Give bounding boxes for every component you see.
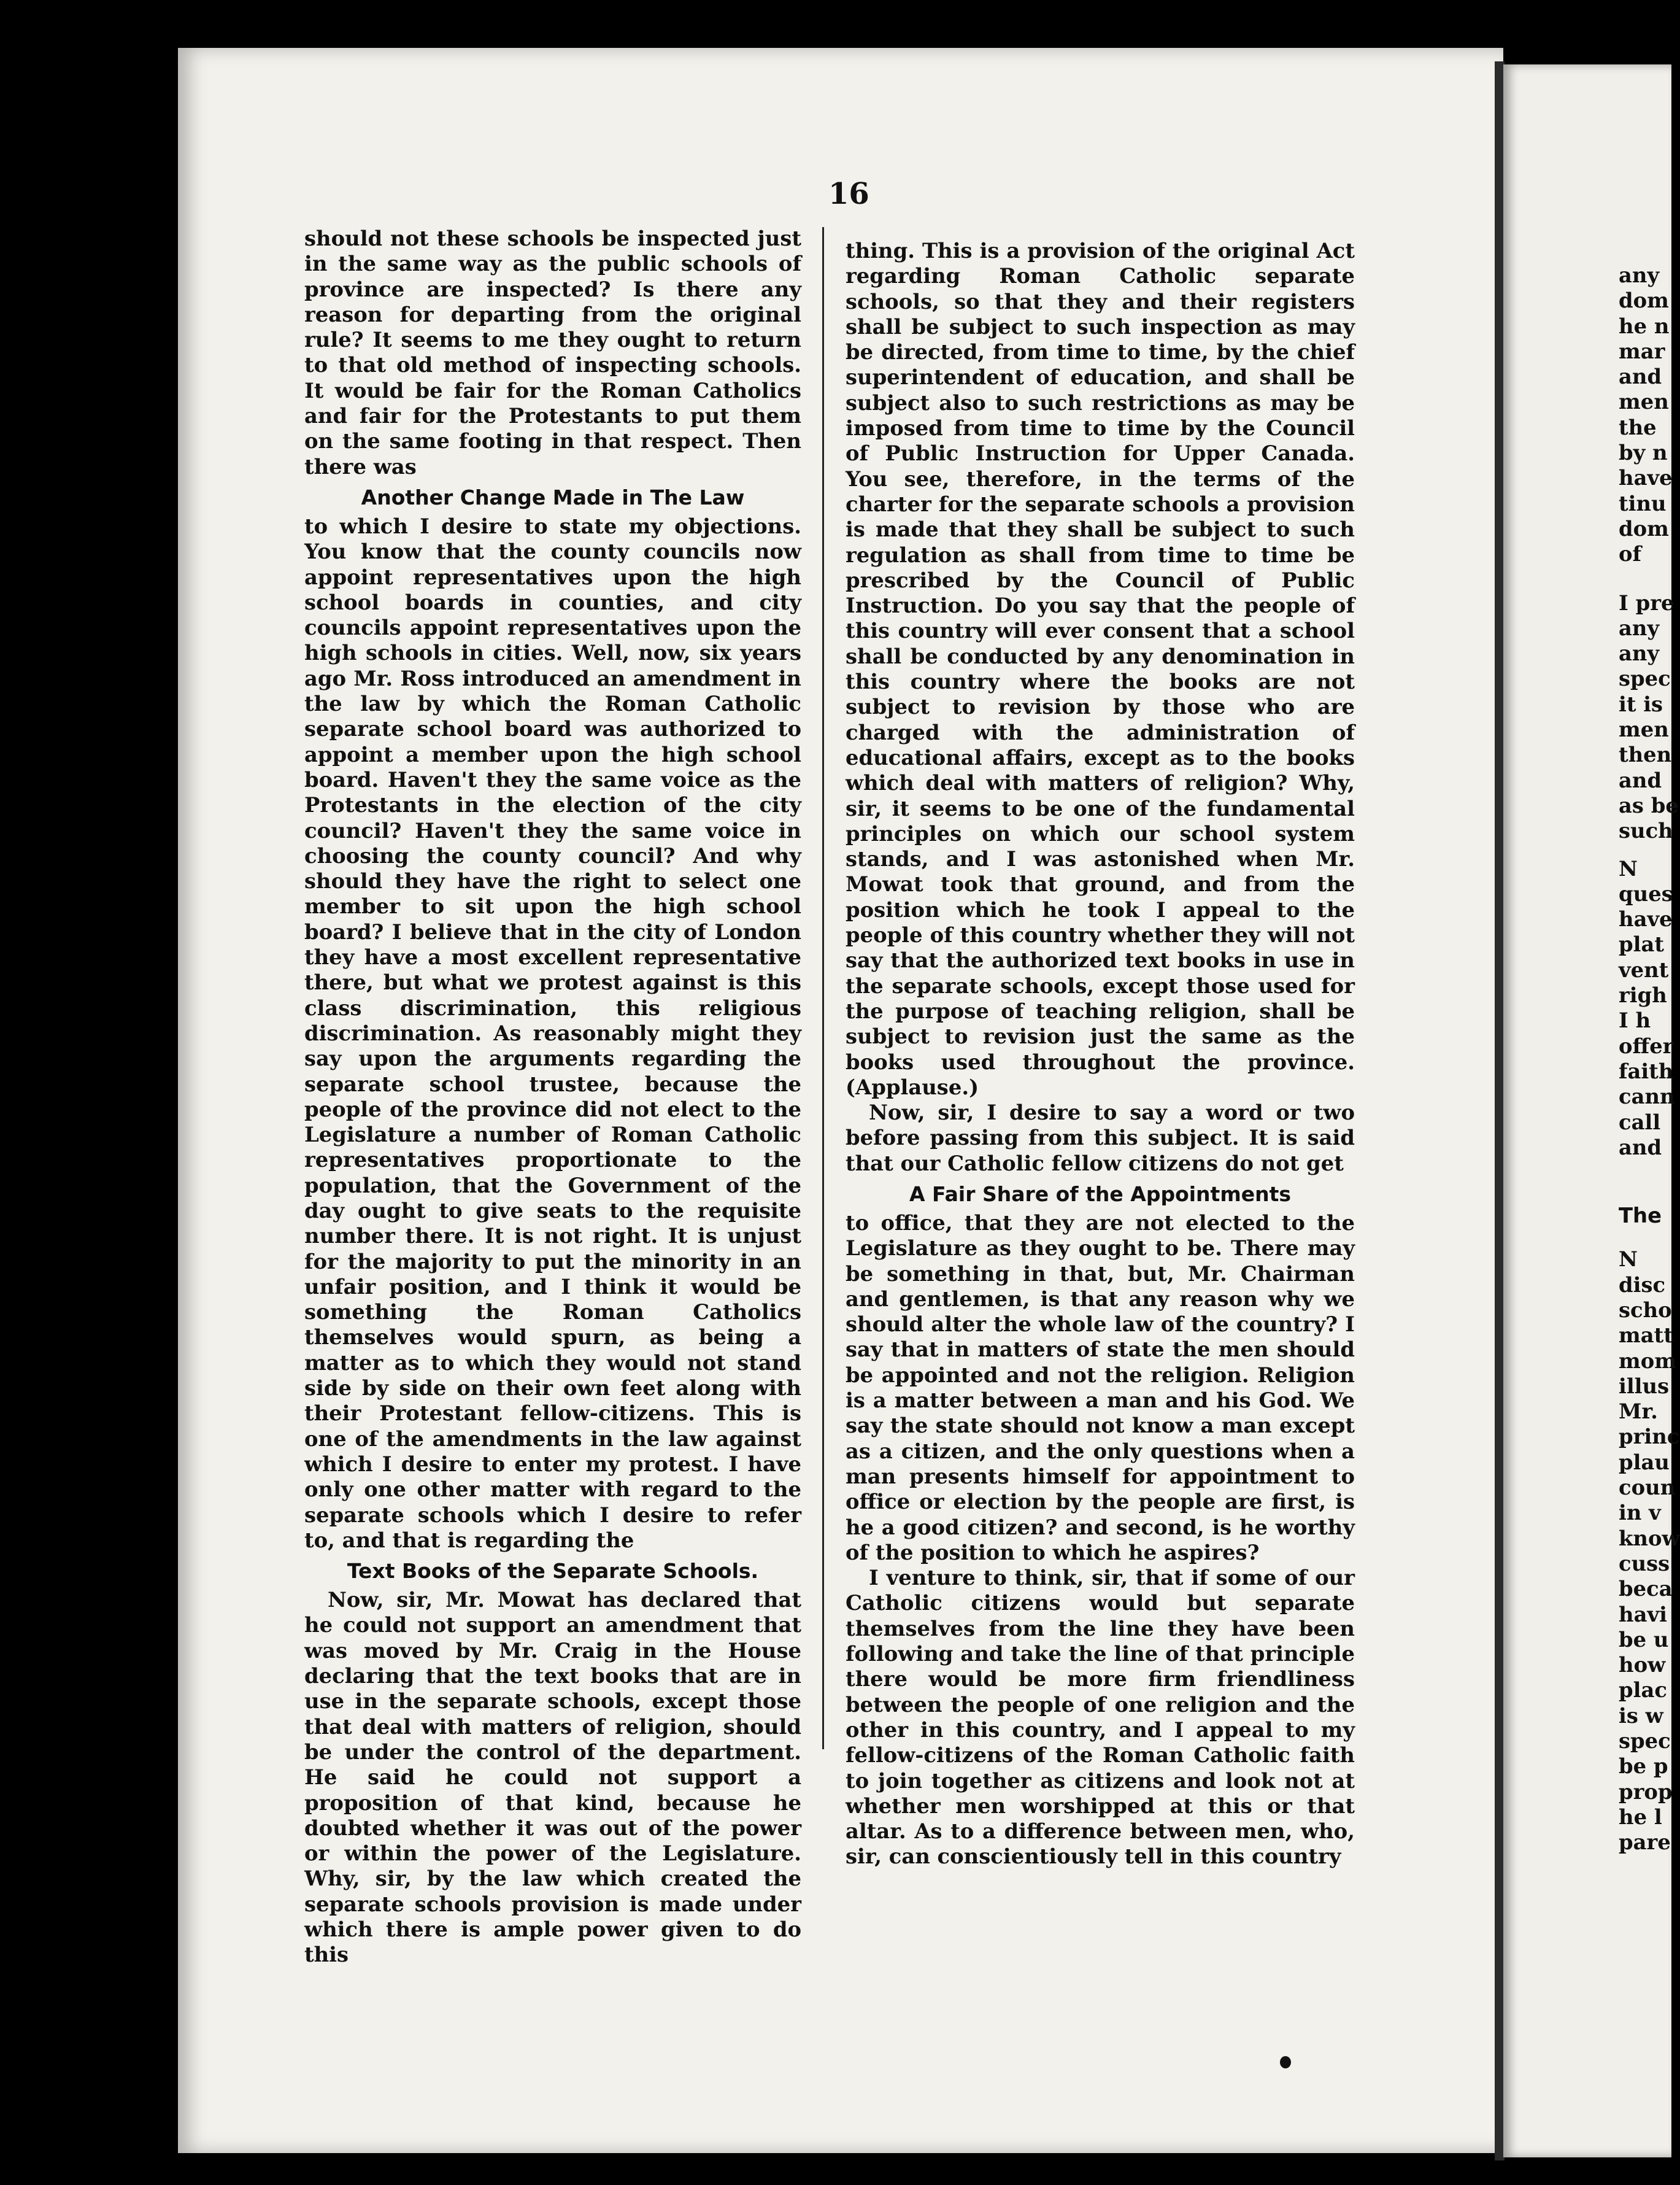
next-page-line: coun bbox=[1619, 1475, 1676, 1500]
next-page-line: plac bbox=[1619, 1677, 1667, 1703]
next-page-line: disc bbox=[1619, 1272, 1666, 1297]
next-page-line: scho bbox=[1619, 1297, 1672, 1322]
next-page-line: mom bbox=[1619, 1348, 1677, 1373]
next-page-line: be p bbox=[1619, 1754, 1668, 1779]
right-paragraph-4: I venture to think, sir, that if some of our Catholic citizens would but separate themselves from the line they have been following and take the line of that principle there would be more firm friendliness between the people of one religion and the other in this country, and I appeal to my fellow-citizens of the Roman Catholic faith to join together as citizens and look not at whether men worshipped at this or that altar. As to a difference between men, who, sir, can conscientiously tell in this country bbox=[846, 1565, 1355, 1869]
next-page-line: any bbox=[1619, 615, 1660, 640]
next-page-line: call bbox=[1619, 1109, 1661, 1134]
next-page-line: tinu bbox=[1619, 490, 1667, 516]
next-page-line: be u bbox=[1619, 1626, 1669, 1652]
next-page-line: righ bbox=[1619, 983, 1667, 1008]
next-page-line: plat bbox=[1619, 932, 1664, 957]
next-page-line: he n bbox=[1619, 313, 1670, 338]
next-page-line: know bbox=[1619, 1525, 1680, 1550]
next-page-line: how bbox=[1619, 1652, 1666, 1677]
left-column bbox=[304, 226, 801, 1968]
next-page-line: the bbox=[1619, 414, 1657, 439]
next-page-line: as be bbox=[1619, 792, 1679, 818]
next-page-line: in v bbox=[1619, 1500, 1661, 1525]
next-page-line: he l bbox=[1619, 1804, 1662, 1829]
ink-dot bbox=[1280, 2056, 1291, 2068]
next-page-line: is w bbox=[1619, 1703, 1663, 1728]
next-page-line: N bbox=[1619, 856, 1638, 881]
next-page-text-fragments bbox=[1617, 263, 1680, 1855]
next-page-line: by n bbox=[1619, 440, 1668, 465]
left-paragraph-3: Now, sir, Mr. Mowat has declared that he could not support an amendment that was moved by Mr. Craig in the House declaring that the text books that are in use in the separate schools, except those that deal with matters of religion, should be under the control of the department. He said he could not support a proposition of that kind, because he doubted whether it was out of the power or within the power of the Legislature. Why, sir, by the law which created the separate schools provision is made under which there is ample power given to do this bbox=[304, 1587, 801, 1967]
next-page-line: ques bbox=[1619, 881, 1673, 906]
next-page-line: it is bbox=[1619, 691, 1663, 716]
right-paragraph-3: to office, that they are not elected to the Legislature as they ought to be. There may be something in that, but, Mr. Chairman and gentlemen, is that any reason why we should alter the whole law of the country? I say that in matters of state the men should be appointed and not the religion. Religion is a matter between a man and his God. We say the state should not know a man except as a citizen, and the only questions when a man presents himself for appointment to office or election by the people are first, is he a good citizen? and second, is he worthy of the position to which he aspires? bbox=[846, 1210, 1355, 1564]
next-page-line: I h bbox=[1619, 1008, 1651, 1033]
right-paragraph-2: Now, sir, I desire to say a word or two before passing from this subject. It is said that our Catholic fellow citizens do not get bbox=[846, 1100, 1355, 1175]
page-number: 16 bbox=[828, 177, 869, 211]
next-page-line: offer bbox=[1619, 1033, 1674, 1058]
next-page-line: N bbox=[1619, 1247, 1638, 1272]
next-page-line: men bbox=[1619, 717, 1669, 742]
right-paragraph-1: thing. This is a provision of the original Act regarding Roman Catholic separate schools, so that they and their registers shall be subject to such inspection as may be directed, from time to time, by the chief superintendent of education, and shall be subject also to such restrictions as may be imposed from time to time by the Council of Public Instruction for Upper Canada. You see, therefore, in the terms of the charter for the separate schools a provision is made that they shall be subject to such regulation as shall from time to time be prescribed by the Council of Public Instruction. Do you say that the people of this country will ever consent that a school shall be conducted by any denomination in this country where the books are not subject to revision by those who are charged with the administration of educational affairs, except as to the books which deal with matters of religion? Why, sir, it seems to be one of the fundamental principles on which our school system stands, and I was astonished when Mr. Mowat took that ground, and from the position which he took I appeal to the people of this country whether they will not say that the authorized text books in use in the separate schools, except those used for the purpose of teaching religion, shall be subject to revision just the same as the books used throughout the province. (Applause.) bbox=[846, 238, 1355, 1099]
column-rule bbox=[822, 227, 824, 1749]
right-column bbox=[846, 238, 1355, 1870]
left-paragraph-2: to which I desire to state my objections. You know that the county councils now appoint representatives upon the high school boards in counties, and city councils appoint representatives upon the high schools in cities. Well, now, six years ago Mr. Ross introduced an amendment in the law by which the Roman Catholic separate school board was authorized to appoint a member upon the high school board. Haven't they the same voice as the Protestants in the election of the city council? Haven't they the same voice in choosing the county council? And why should they have the right to select one member to sit upon the high school board? I believe that in the city of London they have a most excellent representative there, but what we protest against is this class discrimination, this religious discrimination. As reasonably might they say upon the arguments regarding the separate school trustee, because the people of the province did not elect to the Legislature a number of Roman Catholic representatives proportionate to the population, that the Government of the day ought to give seats to the requisite number there. It is not right. It is unjust for the majority to put the minority in an unfair position, and I think it would be something the Roman Catholics themselves would spurn, as being a matter as to which they would not stand side by side on their own feet along with their Protestant fellow-citizens. This is one of the amendments in the law against which I desire to enter my protest. I have only one other matter with regard to the separate schools which I desire to refer to, and that is regarding the bbox=[304, 513, 801, 1552]
next-page-line: pare bbox=[1619, 1830, 1671, 1855]
next-page-line: spec bbox=[1619, 1728, 1671, 1754]
next-page-line: illus bbox=[1619, 1373, 1670, 1398]
right-heading-1: A Fair Share of the Appointments bbox=[909, 1181, 1292, 1206]
left-heading-2: Text Books of the Separate Schools. bbox=[347, 1559, 759, 1584]
next-page-line: I pre bbox=[1619, 590, 1674, 615]
next-page-line: dom bbox=[1619, 288, 1669, 313]
next-page-line: matt bbox=[1619, 1323, 1673, 1348]
next-page-line: and bbox=[1619, 767, 1662, 792]
next-page-line: Mr. bbox=[1619, 1399, 1658, 1424]
next-page-line: then bbox=[1619, 742, 1672, 767]
left-paragraph-1: should not these schools be inspected just in the same way as the public schools of province are inspected? Is there any reason for departing from the original rule? It seems to me they ought to return to that old method of inspecting schools. It would be fair for the Roman Catholics and fair for the Protestants to put them on the same footing in that respect. Then there was bbox=[304, 226, 801, 479]
next-page-line: and bbox=[1619, 1134, 1662, 1159]
next-page-line: dom bbox=[1619, 516, 1669, 541]
next-page-line: any bbox=[1619, 263, 1660, 287]
next-page-line: faith bbox=[1619, 1058, 1674, 1083]
left-heading-1: Another Change Made in The Law bbox=[361, 485, 745, 509]
next-page-line: vent bbox=[1619, 957, 1669, 982]
next-page-line: beca bbox=[1619, 1576, 1673, 1601]
next-page-line: havi bbox=[1619, 1601, 1667, 1626]
next-page-line: men bbox=[1619, 389, 1669, 414]
next-page-line: cann bbox=[1619, 1084, 1675, 1109]
next-page-line: cuss bbox=[1619, 1550, 1670, 1576]
next-page-line: of bbox=[1619, 541, 1642, 567]
next-page-line: prop bbox=[1619, 1779, 1673, 1804]
next-page-line: such bbox=[1619, 818, 1673, 843]
next-page-line: any bbox=[1619, 641, 1660, 666]
next-page-line: mar bbox=[1619, 338, 1665, 363]
next-page-heading: The bbox=[1619, 1204, 1662, 1228]
next-page-line: have bbox=[1619, 907, 1673, 932]
next-page-line: have bbox=[1619, 465, 1673, 490]
next-page-line: plau bbox=[1619, 1449, 1670, 1474]
next-page-line: princ bbox=[1619, 1424, 1680, 1449]
next-page-line: and bbox=[1619, 364, 1662, 389]
next-page-line: spec bbox=[1619, 666, 1671, 691]
